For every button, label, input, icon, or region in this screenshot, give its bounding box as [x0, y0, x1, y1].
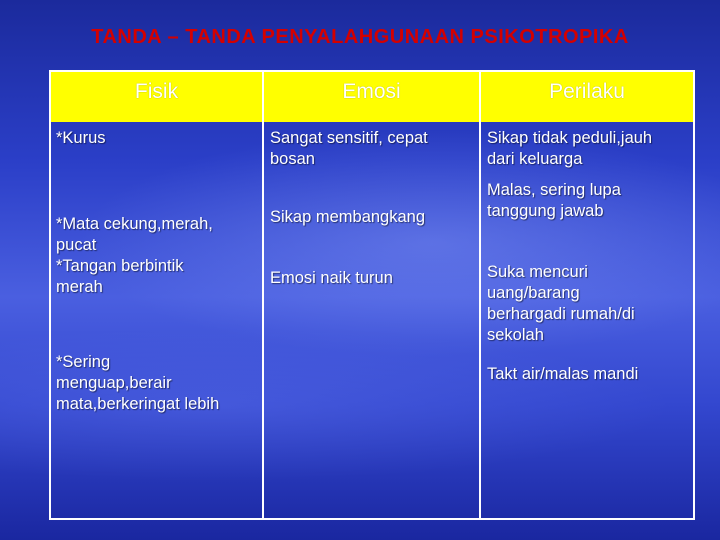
column-divider: [262, 72, 264, 518]
emosi-item: Sikap membangkang: [270, 208, 426, 226]
perilaku-item: Malas, sering lupa tanggung jawab: [487, 181, 621, 220]
perilaku-item: Takt air/malas mandi: [487, 365, 639, 383]
perilaku-item: Suka mencuri uang/barang berhargadi rumah/di sekolah: [487, 263, 635, 344]
header-emosi: Emosi: [342, 80, 401, 103]
emosi-item: Sangat sensitif, cepat bosan: [270, 129, 428, 168]
fisik-item: *Mata cekung,merah, pucat *Tangan berbintik merah: [56, 215, 213, 296]
fisik-item: *Sering menguap,berair mata,berkeringat lebih: [56, 353, 220, 413]
emosi-item: Emosi naik turun: [270, 269, 393, 287]
fisik-item: *Kurus: [56, 129, 106, 147]
perilaku-item: Sikap tidak peduli,jauh dari keluarga: [487, 129, 653, 168]
slide-title: TANDA – TANDA PENYALAHGUNAAN PSIKOTROPIKA: [91, 26, 629, 48]
symptoms-table: [49, 70, 695, 520]
header-fisik: Fisik: [134, 80, 179, 103]
column-divider: [479, 72, 481, 518]
header-perilaku: Perilaku: [549, 80, 625, 103]
